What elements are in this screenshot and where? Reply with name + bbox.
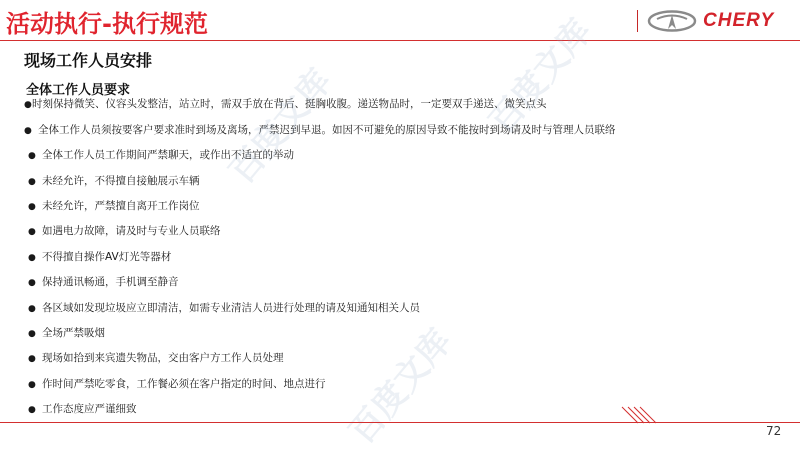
slide-title: 活动执行-执行规范 <box>6 10 208 38</box>
requirement-text: 全体工作人员工作期间严禁聊天，或作出不适宜的举动 <box>42 149 294 161</box>
watermark: 百度文库 <box>221 61 340 192</box>
requirement-text: 未经允许，不得擅自接触展示车辆 <box>42 175 200 187</box>
bullet-icon: ● <box>24 100 32 110</box>
footer-rule <box>0 422 800 423</box>
bullet-icon: ● <box>28 253 36 263</box>
requirement-item <box>28 350 284 367</box>
requirement-text: 全体工作人员须按要客户要求准时到场及离场，严禁迟到早退。如因不可避免的原因导致不能按时到场请及时与管理人员联络 <box>38 124 616 136</box>
requirement-text: 时刻保持微笑、仪容头发整洁，站立时，需双手放在背后、挺胸收腹。递送物品时，一定要双手递送、微笑点头 <box>32 98 547 110</box>
requirement-item <box>28 401 137 418</box>
watermark: 百度文库 <box>341 321 460 452</box>
bullet-icon: ● <box>28 380 36 390</box>
requirement-item <box>28 325 105 342</box>
watermark: 百度文库 <box>481 11 600 142</box>
bullet-icon: ● <box>24 126 32 136</box>
requirement-text: 现场如拾到来宾遗失物品，交由客户方工作人员处理 <box>42 352 284 364</box>
requirement-item <box>28 223 221 240</box>
requirement-text: 作时间严禁吃零食，工作餐必须在客户指定的时间、地点进行 <box>42 378 326 390</box>
bullet-icon: ● <box>28 278 36 288</box>
requirement-item <box>28 173 200 190</box>
requirement-text: 全场严禁吸烟 <box>42 327 105 339</box>
chery-logo <box>647 9 797 33</box>
requirement-text: 各区域如发现垃圾应立即清洁，如需专业清洁人员进行处理的请及知通知相关人员 <box>42 302 420 314</box>
requirement-text: 如遇电力故障，请及时与专业人员联络 <box>42 225 221 237</box>
logo-divider <box>637 10 638 32</box>
requirement-item <box>28 198 200 215</box>
bullet-icon: ● <box>28 177 36 187</box>
bullet-icon: ● <box>28 227 36 237</box>
brand-wordmark: CHERY <box>703 10 775 31</box>
requirement-text: 未经允许，严禁擅自离开工作岗位 <box>42 200 200 212</box>
bullet-icon: ● <box>28 304 36 314</box>
requirement-item <box>28 274 179 291</box>
requirement-item <box>28 376 326 393</box>
requirement-item <box>28 300 420 317</box>
bullet-icon: ● <box>28 151 36 161</box>
requirement-text: 保持通讯畅通，手机调至静音 <box>42 276 179 288</box>
bullet-icon: ● <box>28 354 36 364</box>
bullet-icon: ● <box>28 202 36 212</box>
bullet-icon: ● <box>28 405 36 415</box>
page-number: 72 <box>766 424 782 438</box>
requirement-item <box>28 249 171 266</box>
subsection-title: 全体工作人员要求 <box>26 83 131 98</box>
header-rule <box>0 40 800 41</box>
chery-emblem-icon <box>647 10 697 32</box>
requirement-text: 不得擅自操作AV灯光等器材 <box>42 251 172 263</box>
requirement-text: 工作态度应严谨细致 <box>42 403 137 415</box>
bullet-icon: ● <box>28 329 36 339</box>
section-title: 现场工作人员安排 <box>24 51 153 70</box>
